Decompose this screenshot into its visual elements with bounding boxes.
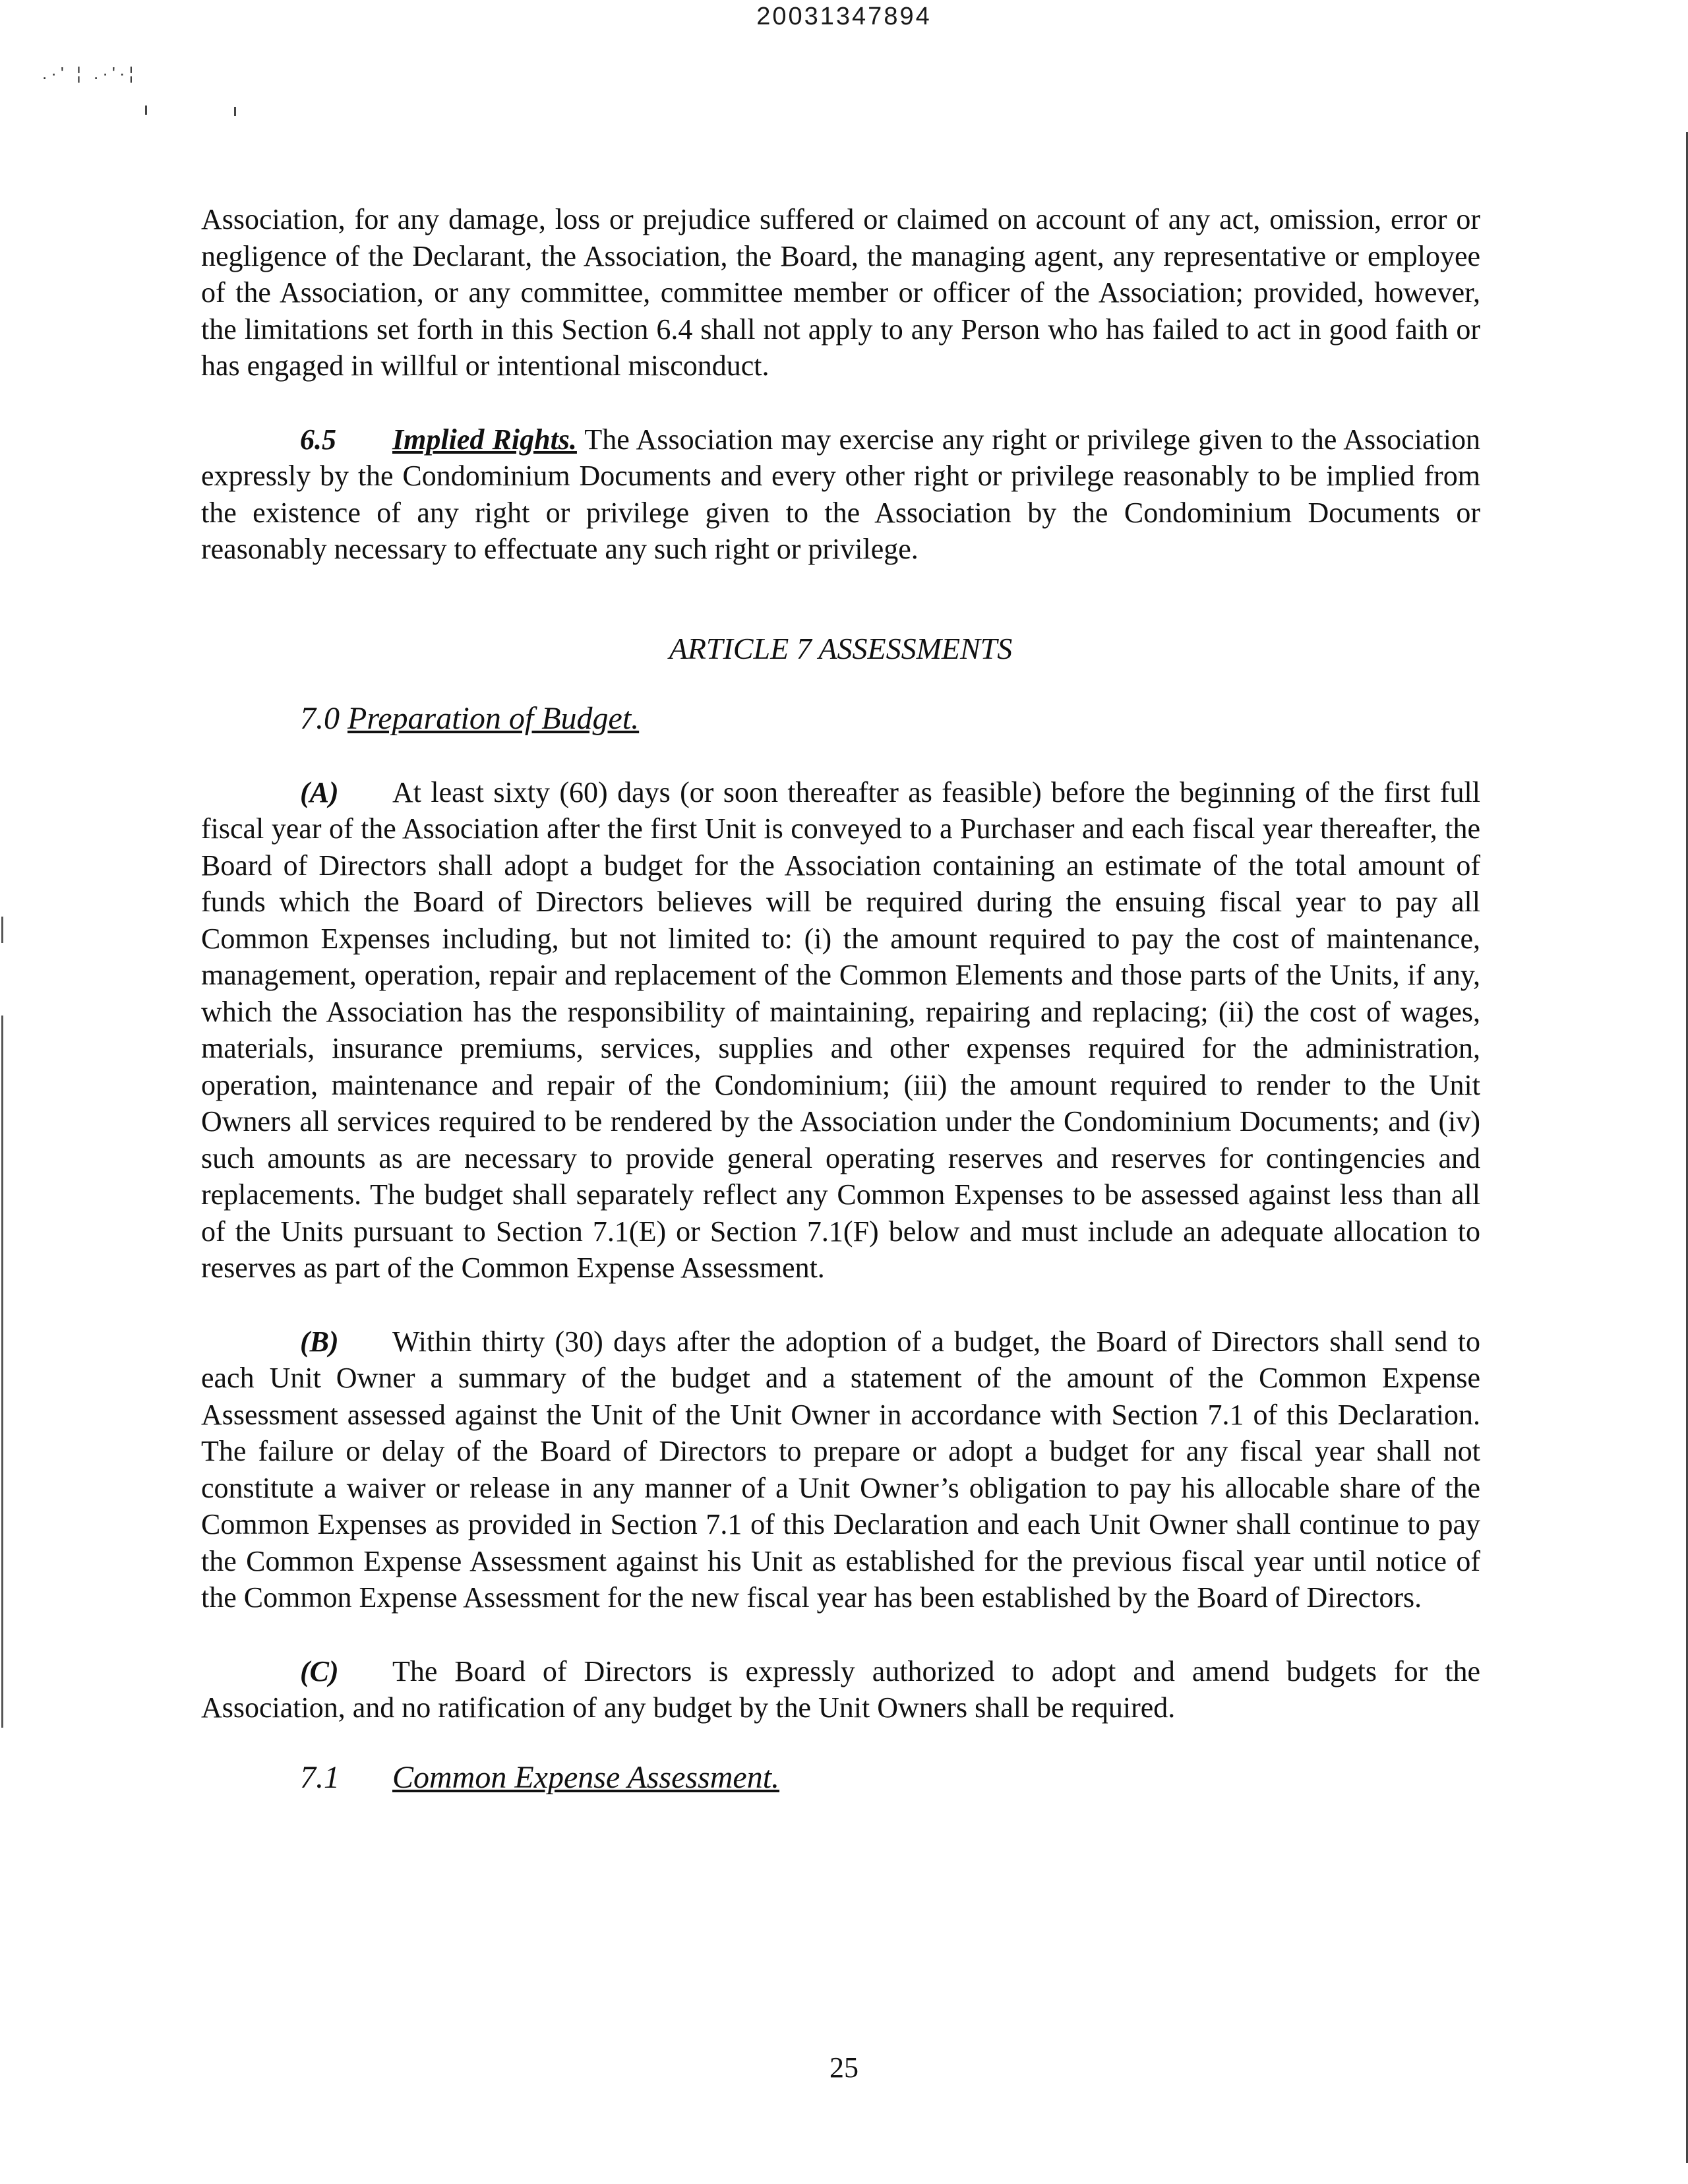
section-6-5-title: Implied Rights. [392, 423, 577, 456]
scan-artifact-marks: .·' ¦ .·'·¦ [42, 63, 138, 83]
section-7-1-number: 7.1 [300, 1759, 340, 1795]
section-6-5 [201, 421, 1480, 568]
section-6-5-text: The Association may exercise any right or privilege given to the Association expressly by the Condominium Documents and every other right or privilege reasonably to be implied from the existence of any right or privilege given to the Association by the Condominium Documents or reasonably necessary to effectuate any such right or privilege. [201, 423, 1480, 565]
document-body [201, 201, 1480, 1796]
document-number: 20031347894 [756, 3, 932, 30]
page-number: 25 [829, 2051, 859, 2084]
section-6-5-number: 6.5 [300, 423, 336, 456]
section-7-0-b-label: (B) [300, 1325, 339, 1358]
section-7-0-title: Preparation of Budget. [347, 700, 640, 736]
section-7-0-heading [201, 700, 1480, 737]
section-7-0-c-label: (C) [300, 1654, 339, 1687]
section-6-4-continuation: Association, for any damage, loss or prejudice suffered or claimed on account of any act, omission, error or negligence of the Declarant, the Association, the Board, the managing agent, any representative or employee of the Association, or any committee, committee member or officer of the Association; provided, however, the limitations set forth in this Section 6.4 shall not apply to any Person who has failed to act in good faith or has engaged in willful or intentional misconduct. [201, 203, 1480, 382]
scan-artifact-dot [234, 107, 236, 116]
section-7-0-a-label: (A) [300, 775, 339, 808]
section-7-0-b-text: Within thirty (30) days after the adoption of a budget, the Board of Directors shall send to each Unit Owner a summary of the budget and a statement of the amount of the Common Expense Assessment assessed against the Unit of the Unit Owner in accordance with Section 7.1 of this Declaration. The failure or delay of the Board of Directors to prepare or adopt a budget for any fiscal year shall not constitute a waiver or release in any manner of a Unit Owner’s obligation to pay his allocable share of the Common Expenses as provided in Section 7.1 of this Declaration and each Unit Owner shall continue to pay the Common Expense Assessment against his Unit as established for the previous fiscal year until notice of the Common Expense Assessment for the new fiscal year has been established by the Board of Directors. [201, 1325, 1480, 1614]
scan-edge-left [1, 1016, 3, 1728]
section-7-0-c [201, 1653, 1480, 1726]
section-7-0-number: 7.0 [300, 700, 340, 736]
scan-artifact-dot [145, 106, 147, 115]
scan-edge-left [1, 917, 3, 943]
section-7-0-b [201, 1323, 1480, 1616]
article-7-heading: ARTICLE 7 ASSESSMENTS [669, 631, 1013, 665]
section-7-0-a-text: At least sixty (60) days (or soon thereafter as feasible) before the beginning of the first full fiscal year of the Association after the first Unit is conveyed to a Purchaser and each fiscal year thereafter, the Board of Directors shall adopt a budget for the Association containing an estimate of the total amount of funds which the Board of Directors believes will be required during the ensuing fiscal year to pay all Common Expenses including, but not limited to: (i) the amount required to pay the cost of maintenance, management, operation, repair and replacement of the Common Elements and those parts of the Units, if any, which the Association has the responsibility of maintaining, repairing and replacing; (ii) the cost of wages, materials, insurance premiums, services, supplies and other expenses required for the administration, operation, maintenance and repair of the Condominium; (iii) the amount required to render to the Unit Owners all services required to be rendered by the Association under the Condominium Documents; and (iv) such amounts as are necessary to provide general operating reserves and reserves for contingencies and replacements. The budget shall separately reflect any Common Expenses to be assessed against less than all of the Units pursuant to Section 7.1(E) or Section 7.1(F) below and must include an adequate allocation to reserves as part of the Common Expense Assessment. [201, 775, 1480, 1284]
section-7-0-a [201, 774, 1480, 1287]
section-7-0-c-text: The Board of Directors is expressly authorized to adopt and amend budgets for the Association, and no ratification of any budget by the Unit Owners shall be required. [201, 1654, 1480, 1724]
section-7-1-title: Common Expense Assessment. [392, 1759, 780, 1795]
section-7-1-heading [201, 1759, 1480, 1796]
